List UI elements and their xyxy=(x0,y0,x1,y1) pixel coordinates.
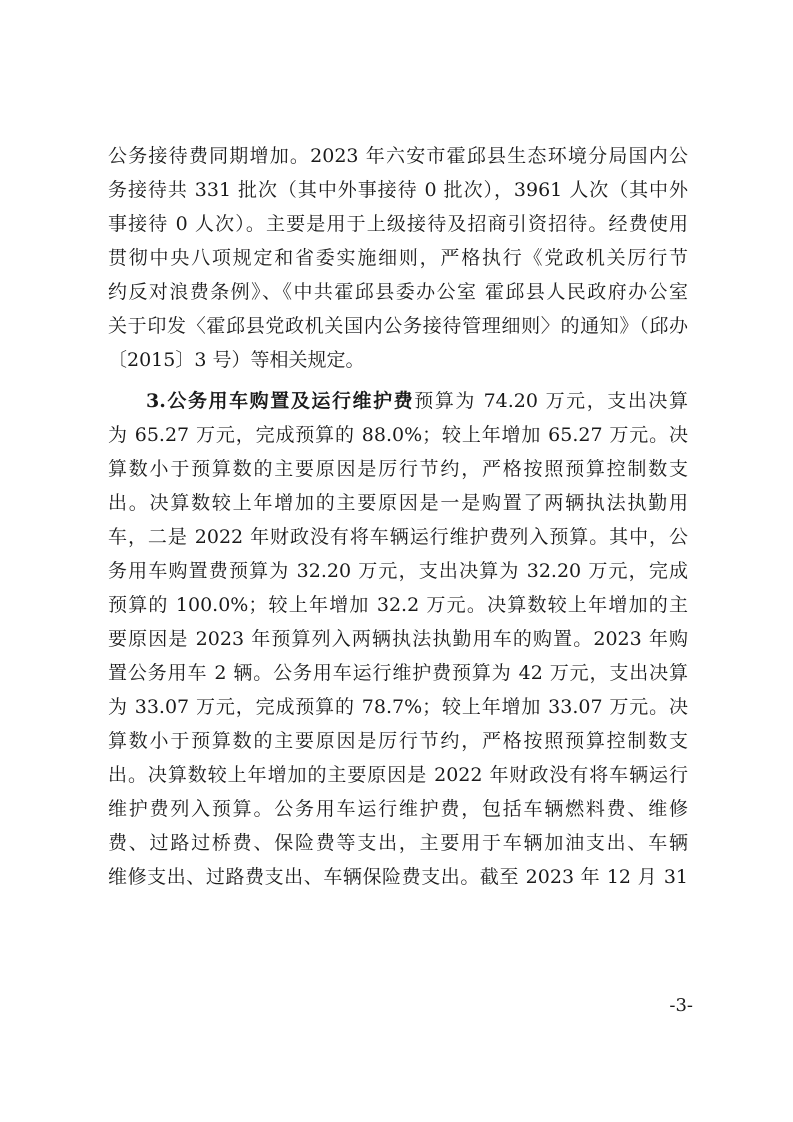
text-line: 〔2015〕3 号）等相关规定。 xyxy=(108,349,365,371)
heading-line-text: 预算为 74.20 万元，支出决算 xyxy=(414,390,688,412)
text-line: 贯彻中央八项规定和省委实施细则，严格执行《党政机关厉行节 xyxy=(108,247,688,269)
text-line: 事接待 0 人次）。主要是用于上级接待及招商引资招待。经费使用 xyxy=(108,213,688,235)
text-line: 为 65.27 万元，完成预算的 88.0%；较上年增加 65.27 万元。决 xyxy=(108,424,688,446)
text-line: 维护费列入预算。公务用车运行维护费，包括车辆燃料费、维修 xyxy=(108,798,688,820)
page-number: -3- xyxy=(669,995,693,1016)
text-line: 维修支出、过路费支出、车辆保险费支出。截至 2023 年 12 月 31 xyxy=(108,866,688,888)
text-line: 置公务用车 2 辆。公务用车运行维护费预算为 42 万元，支出决算 xyxy=(108,662,688,684)
text-line: 车，二是 2022 年财政没有将车辆运行维护费列入预算。其中，公 xyxy=(108,526,688,548)
paragraph-reception-expenses xyxy=(108,139,688,377)
text-line: 为 33.07 万元，完成预算的 78.7%；较上年增加 33.07 万元。决 xyxy=(108,696,688,718)
text-line: 算数小于预算数的主要原因是厉行节约，严格按照预算控制数支 xyxy=(108,458,688,480)
text-line-with-heading xyxy=(108,384,688,418)
document-body xyxy=(108,139,688,894)
text-line: 算数小于预算数的主要原因是厉行节约，严格按照预算控制数支 xyxy=(108,730,688,752)
text-line: 约反对浪费条例》、《中共霍邱县委办公室 霍邱县人民政府办公室 xyxy=(108,281,688,303)
text-line: 公务接待费同期增加。2023 年六安市霍邱县生态环境分局国内公 xyxy=(108,145,688,167)
text-line: 要原因是 2023 年预算列入两辆执法执勤用车的购置。2023 年购 xyxy=(108,628,688,650)
text-line: 务接待共 331 批次（其中外事接待 0 批次），3961 人次（其中外 xyxy=(108,179,688,201)
text-line: 关于印发〈霍邱县党政机关国内公务接待管理细则〉的通知》（邱办 xyxy=(108,315,688,337)
text-line: 出。决算数较上年增加的主要原因是一是购置了两辆执法执勤用 xyxy=(108,492,688,514)
paragraph-vehicle-expenses xyxy=(108,384,688,894)
text-line: 务用车购置费预算为 32.20 万元，支出决算为 32.20 万元，完成 xyxy=(108,560,688,582)
text-line: 费、过路过桥费、保险费等支出，主要用于车辆加油支出、车辆 xyxy=(108,832,688,854)
text-line: 出。决算数较上年增加的主要原因是 2022 年财政没有将车辆运行 xyxy=(108,764,688,786)
section-heading: 3.公务用车购置及运行维护费 xyxy=(146,390,415,412)
paragraph-spacer xyxy=(108,377,688,384)
text-line: 预算的 100.0%；较上年增加 32.2 万元。决算数较上年增加的主 xyxy=(108,594,688,616)
